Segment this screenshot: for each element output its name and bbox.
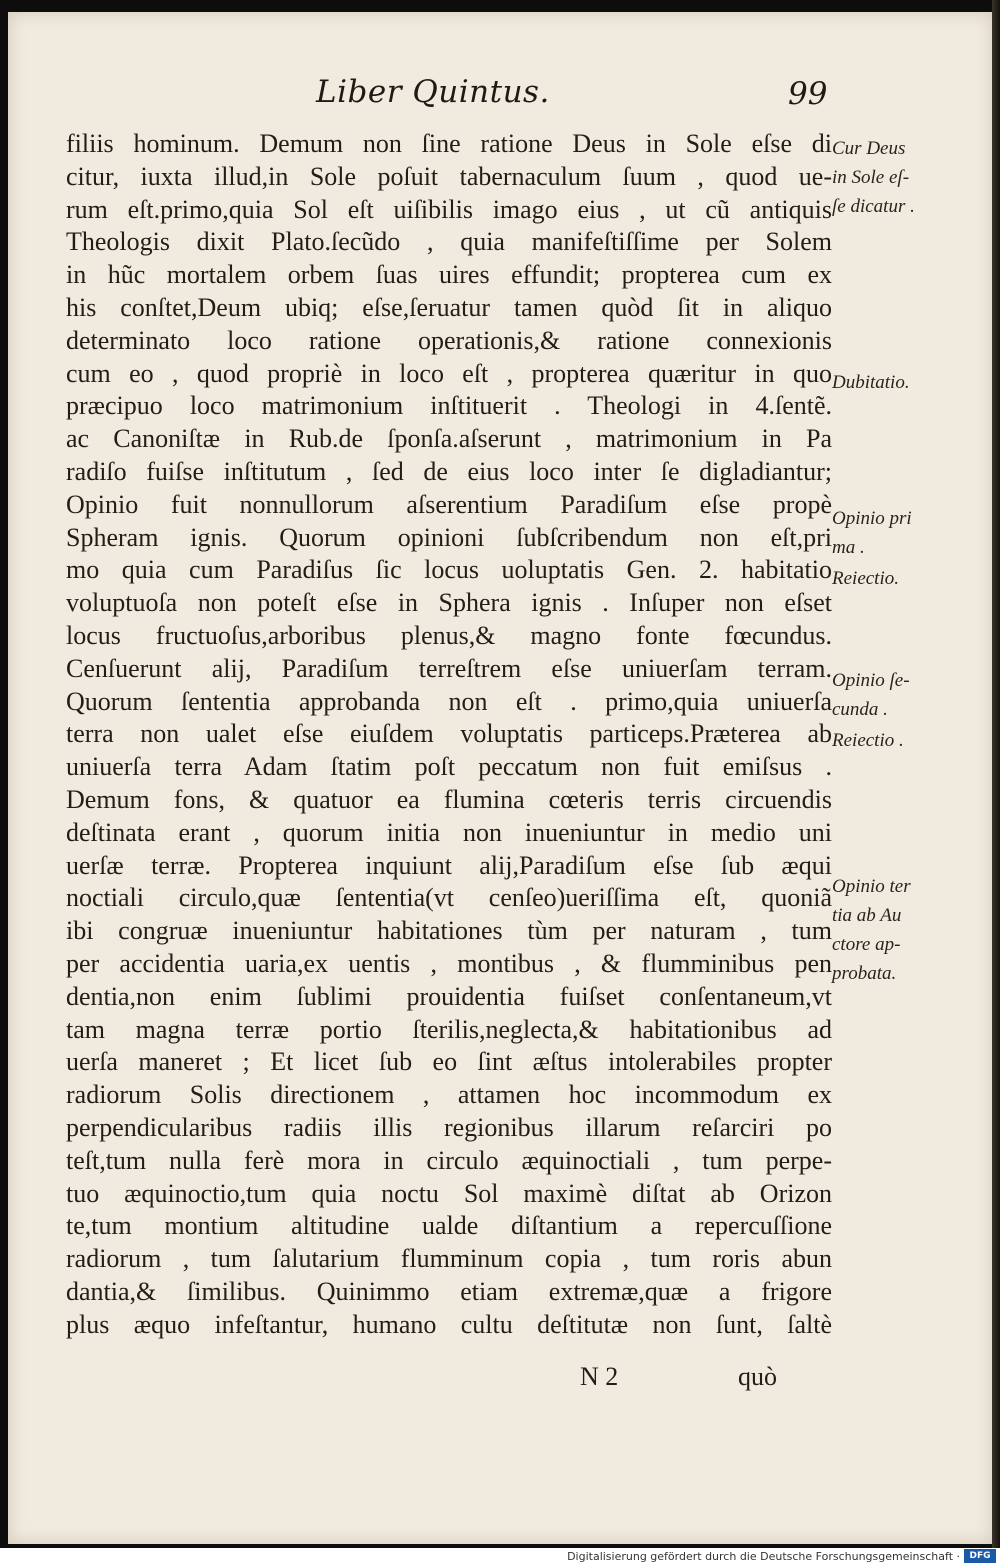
text-line: uerſæ terræ. Propterea inquiunt alij,Paradiſum eſse ſub æqui	[66, 850, 832, 880]
margin-note-line: Cur Deus	[832, 138, 906, 159]
text-line: mo quia cum Paradiſus ſic locus uoluptatis Gen. 2. habitatio	[66, 555, 832, 585]
text-line: cum eo , quod propriè in loco eſt , propterea quæritur in quo	[66, 358, 832, 388]
margin-note-line: Reiectio.	[832, 568, 899, 589]
text-line: dantia,& ſimilibus. Quinimmo etiam extremæ,quæ a frigore	[66, 1276, 832, 1306]
text-line: plus æquo infeſtantur, humano cultu deſtitutæ non ſunt, ſaltè	[66, 1309, 832, 1339]
margin-note-line: Opinio ter	[832, 876, 911, 897]
text-line: terra non ualet eſse eiuſdem voluptatis particeps.Præterea ab	[66, 719, 832, 749]
page-number: 99	[788, 76, 828, 112]
margin-note	[832, 872, 982, 988]
text-line: filiis hominum. Demum non ſine ratione Deus in Sole eſse di	[66, 129, 832, 158]
text-line: locus fructuoſus,arboribus plenus,& magno fonte fœcundus.	[66, 620, 832, 650]
text-line: rum eſt.primo,quia Sol eſt uiſibilis imago eius , ut cũ antiquis	[66, 194, 832, 224]
text-line: ibi congruæ inueniuntur habitationes tùm per naturam , tum	[66, 916, 832, 946]
text-line: in hũc mortalem orbem ſuas uires effundit; propterea cum ex	[66, 260, 832, 290]
page-header	[0, 66, 1000, 116]
margin-note	[832, 134, 982, 221]
margin-note-line: Opinio pri	[832, 508, 912, 529]
margin-note-line: ma .	[832, 537, 865, 558]
signature-mark: N 2	[580, 1362, 619, 1391]
text-line: Theologis dixit Plato.ſecũdo , quia manifeſtiſſime per Solem	[66, 227, 832, 257]
margin-note-line: cunda .	[832, 699, 888, 720]
text-line: determinato loco ratione operationis,& ratione connexionis	[66, 325, 832, 355]
text-line: tuo æquinoctio,tum quia noctu Sol maximè diſtat ab Orizon	[66, 1178, 832, 1208]
margin-note-line: Reiectio .	[832, 730, 904, 751]
dfg-logo: DFG	[964, 1549, 996, 1563]
margin-note-line: Opinio ſe-	[832, 670, 910, 691]
text-line: ac Canoniſtæ in Rub.de ſponſa.aſserunt , matrimonium in Pa	[66, 424, 832, 454]
text-line: præcipuo loco matrimonium inſtituerit . Theologi in 4.ſentẽ.	[66, 391, 832, 421]
catchword: quò	[738, 1362, 777, 1391]
text-line: Demum fons, & quatuor ea flumina cœteris terris circuendis	[66, 784, 832, 814]
page-edge-shadow	[992, 0, 1000, 1548]
margin-note	[832, 504, 982, 562]
text-line: radiorum Solis directionem , attamen hoc incommodum ex	[66, 1080, 832, 1110]
margin-note	[832, 564, 982, 593]
margin-note-line: Dubitatio.	[832, 372, 910, 393]
running-title: Liber Quintus.	[316, 74, 550, 110]
text-line: Quorum ſententia approbanda non eſt . primo,quia uniuerſa	[66, 686, 832, 716]
margin-note-line: ctore ap-	[832, 934, 901, 955]
digitization-footer	[0, 1548, 1000, 1566]
text-line: te,tum montium altitudine ualde diſtantium a repercuſſione	[66, 1211, 832, 1241]
text-line: deſtinata erant , quorum initia non inueniuntur in medio uni	[66, 817, 832, 847]
text-line: his conſtet,Deum ubiq; eſse,ſeruatur tamen quòd ſit in aliquo	[66, 292, 832, 322]
text-line: citur, iuxta illud,in Sole poſuit tabernaculum ſuum , quod ue-	[66, 161, 832, 191]
text-line: uerſa maneret ; Et licet ſub eo ſint æſtus intolerabiles propter	[66, 1047, 832, 1077]
catchline	[580, 1362, 800, 1396]
margin-note	[832, 726, 982, 755]
margin-note-line: ſe dicatur .	[832, 196, 915, 217]
margin-note-line: in Sole eſ-	[832, 167, 910, 188]
text-line: per accidentia uaria,ex uentis , montibus , & flumminibus pen	[66, 948, 832, 978]
text-line: dentia,non enim ſublimi prouidentia fuiſset conſentaneum,vt	[66, 981, 832, 1011]
main-text-block	[66, 128, 832, 1341]
text-line: teſt,tum nulla ferè mora in circulo æquinoctiali , tum perpe-	[66, 1145, 832, 1175]
text-line: voluptuoſa non poteſt eſse in Sphera ignis . Inſuper non eſset	[66, 588, 832, 618]
margin-note-line: probata.	[832, 963, 897, 984]
text-line: noctiali circulo,quæ ſententia(vt cenſeo)ueriſſima eſt, quoniã	[66, 883, 832, 913]
text-line: uniuerſa terra Adam ſtatim poſt peccatum non fuit emiſsus .	[66, 752, 832, 782]
text-line: Opinio fuit nonnullorum aſserentium Paradiſum eſse propè	[66, 489, 832, 519]
text-line: Spheram ignis. Quorum opinioni ſubſcribendum non eſt,pri	[66, 522, 832, 552]
margin-note	[832, 666, 982, 724]
margin-note	[832, 368, 982, 397]
text-line: perpendicularibus radiis illis regionibus illarum reſarciri po	[66, 1112, 832, 1142]
funding-credit: Digitalisierung gefördert durch die Deutsche Forschungsgemeinschaft ·	[567, 1550, 960, 1563]
margin-note-line: tia ab Au	[832, 905, 902, 926]
text-line: radiſo fuiſse inſtitutum , ſed de eius loco inter ſe digladiantur;	[66, 456, 832, 486]
text-line: tam magna terræ portio ſterilis,neglecta,& habitationibus ad	[66, 1014, 832, 1044]
text-line: radiorum , tum ſalutarium flumminum copia , tum roris abun	[66, 1244, 832, 1274]
text-line: Cenſuerunt alij, Paradiſum terreſtrem eſse uniuerſam terram.	[66, 653, 832, 683]
